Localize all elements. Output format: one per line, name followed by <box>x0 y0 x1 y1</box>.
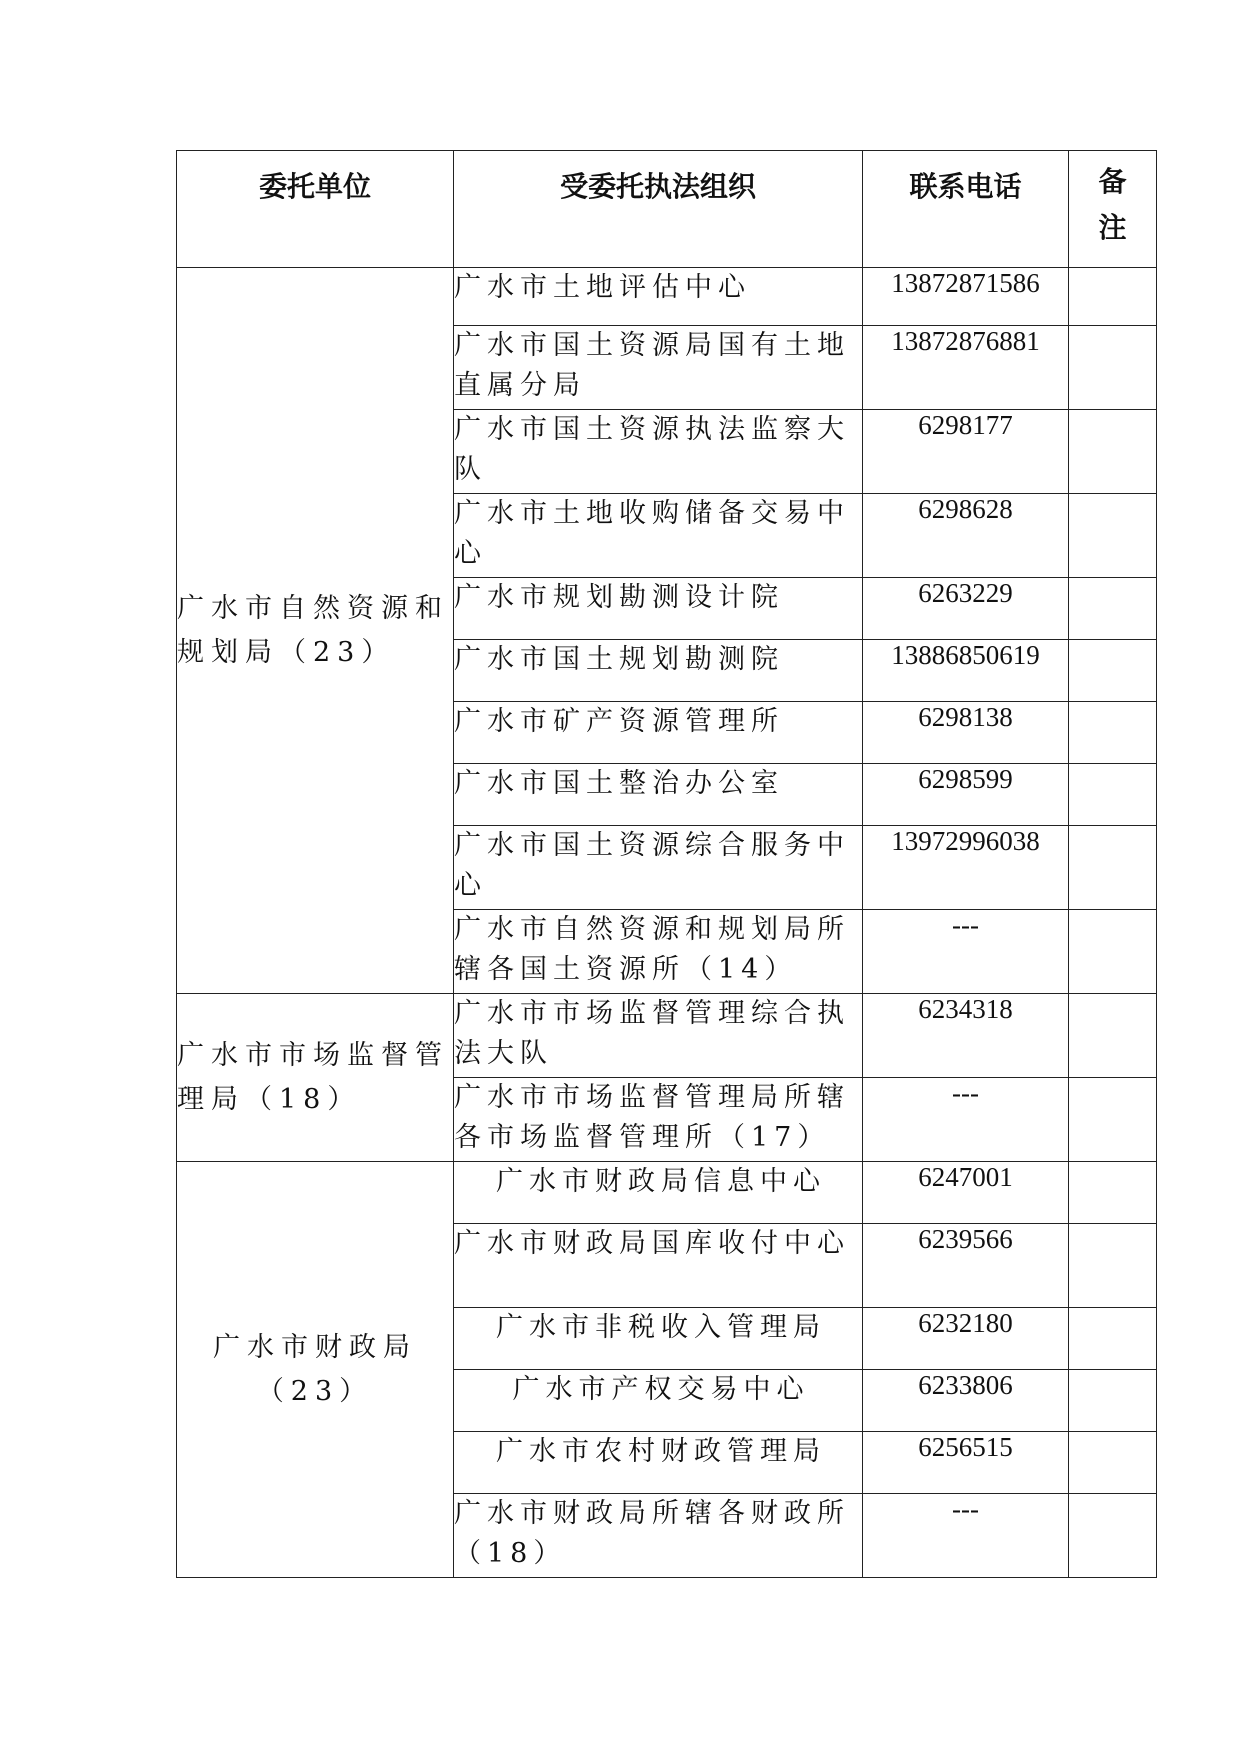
phone-cell: 6247001 <box>863 1162 1069 1224</box>
phone-cell: 6233806 <box>863 1370 1069 1432</box>
note-cell <box>1069 410 1157 494</box>
org-cell: 广水市农村财政管理局 <box>454 1432 863 1494</box>
org-cell: 广水市国土资源局国有土地直属分局 <box>454 326 863 410</box>
note-cell <box>1069 1370 1157 1432</box>
org-cell: 广水市国土整治办公室 <box>454 764 863 826</box>
org-cell: 广水市规划勘测设计院 <box>454 578 863 640</box>
note-cell <box>1069 1162 1157 1224</box>
org-cell: 广水市矿产资源管理所 <box>454 702 863 764</box>
phone-cell: 6263229 <box>863 578 1069 640</box>
note-cell <box>1069 994 1157 1078</box>
phone-cell: 6298628 <box>863 494 1069 578</box>
note-cell <box>1069 764 1157 826</box>
note-cell <box>1069 326 1157 410</box>
note-cell <box>1069 702 1157 764</box>
unit-cell: 广水市自然资源和规划局（23） <box>177 268 454 994</box>
phone-cell: 6239566 <box>863 1224 1069 1308</box>
table-row <box>177 1162 1157 1224</box>
header-org: 受委托执法组织 <box>454 151 863 268</box>
note-cell <box>1069 578 1157 640</box>
unit-cell: 广水市市场监督管理局（18） <box>177 994 454 1162</box>
phone-cell: 6298177 <box>863 410 1069 494</box>
org-cell: 广水市国土资源综合服务中心 <box>454 826 863 910</box>
org-cell: 广水市财政局信息中心 <box>454 1162 863 1224</box>
note-cell <box>1069 1078 1157 1162</box>
phone-cell: 13886850619 <box>863 640 1069 702</box>
org-cell: 广水市自然资源和规划局所辖各国土资源所（14） <box>454 910 863 994</box>
note-cell <box>1069 1224 1157 1308</box>
org-cell: 广水市市场监督管理综合执法大队 <box>454 994 863 1078</box>
org-cell: 广水市国土资源执法监察大队 <box>454 410 863 494</box>
note-cell <box>1069 640 1157 702</box>
note-cell <box>1069 1308 1157 1370</box>
org-cell: 广水市财政局国库收付中心 <box>454 1224 863 1308</box>
org-cell: 广水市市场监督管理局所辖各市场监督管理所（17） <box>454 1078 863 1162</box>
table-row <box>177 994 1157 1078</box>
org-cell: 广水市土地收购储备交易中心 <box>454 494 863 578</box>
table-row <box>177 268 1157 326</box>
org-cell: 广水市土地评估中心 <box>454 268 863 326</box>
header-note: 备 注 <box>1069 151 1157 268</box>
unit-cell: 广水市财政局（23） <box>177 1162 454 1578</box>
phone-cell: 6234318 <box>863 994 1069 1078</box>
header-phone: 联系电话 <box>863 151 1069 268</box>
phone-cell: --- <box>863 910 1069 994</box>
note-cell <box>1069 1432 1157 1494</box>
phone-cell: 13872876881 <box>863 326 1069 410</box>
org-cell: 广水市产权交易中心 <box>454 1370 863 1432</box>
note-cell <box>1069 268 1157 326</box>
phone-cell: 6232180 <box>863 1308 1069 1370</box>
phone-cell: 6256515 <box>863 1432 1069 1494</box>
note-cell <box>1069 494 1157 578</box>
header-unit: 委托单位 <box>177 151 454 268</box>
org-cell: 广水市非税收入管理局 <box>454 1308 863 1370</box>
org-cell: 广水市国土规划勘测院 <box>454 640 863 702</box>
phone-cell: 13872871586 <box>863 268 1069 326</box>
note-cell <box>1069 1494 1157 1578</box>
table-header-row <box>177 151 1157 268</box>
note-cell <box>1069 910 1157 994</box>
phone-cell: --- <box>863 1494 1069 1578</box>
org-cell: 广水市财政局所辖各财政所（18） <box>454 1494 863 1578</box>
phone-cell: 6298138 <box>863 702 1069 764</box>
phone-cell: --- <box>863 1078 1069 1162</box>
note-cell <box>1069 826 1157 910</box>
entrusted-enforcement-table <box>176 150 1157 1578</box>
phone-cell: 13972996038 <box>863 826 1069 910</box>
phone-cell: 6298599 <box>863 764 1069 826</box>
